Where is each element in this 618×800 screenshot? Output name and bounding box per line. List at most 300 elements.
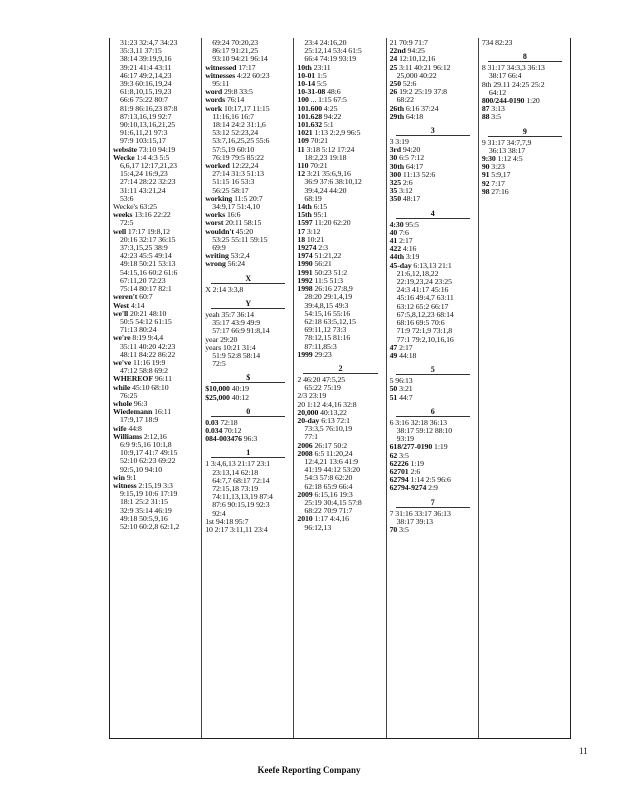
entry-term: 100 <box>297 95 309 105</box>
index-entry <box>205 162 291 195</box>
entry-pages: 2:17 3:11,11 23:4 <box>214 524 268 534</box>
entry-pages: 1:19 <box>410 458 424 468</box>
index-column <box>479 38 570 738</box>
entry-continuation: 97:9 103:15,17 <box>120 136 166 146</box>
entry-term: website <box>113 144 137 154</box>
entry-term: 40 <box>389 227 398 237</box>
entry-pages: 63:25 <box>139 202 157 212</box>
entry-pages: 3:21 <box>399 384 413 394</box>
index-entry <box>205 526 291 534</box>
index-entry <box>390 419 476 444</box>
entry-continuation: 63:12 65:2 66:17 <box>396 301 449 311</box>
index-entry <box>113 384 199 400</box>
entry-term: 8 <box>481 63 486 73</box>
entry-continuation: 52:10 60:2,8 62:1,2 <box>120 521 180 531</box>
entry-continuation: 54:15,16 60:2 61:6 <box>120 267 178 277</box>
entry-continuation: 87:13,16,19 92:7 <box>120 111 172 121</box>
entry-term: 91 <box>481 170 490 180</box>
entry-term: 7 <box>389 508 394 518</box>
entry-pages: 70:9 71:7 <box>399 38 428 47</box>
index-entry <box>113 408 199 424</box>
entry-term: words <box>205 95 226 105</box>
entry-continuation: 96:12,13 <box>304 522 332 532</box>
entry-pages: 44:7 <box>399 392 413 402</box>
entry-term: 3 <box>389 137 394 147</box>
entry-term: worked <box>205 161 230 171</box>
entry-term: 62701 <box>389 466 409 476</box>
entry-pages: 40:12 <box>231 392 249 402</box>
entry-continuation: 57:5,19 60:10 <box>212 144 255 154</box>
entry-term: Wecke <box>113 152 135 162</box>
entry-continuation: 68:22 70:9 71:7 <box>304 506 353 516</box>
entry-continuation: 25,000 40:22 <box>396 70 437 80</box>
entry-term: 25 <box>389 62 398 72</box>
entry-pages: 1:19 <box>434 442 448 452</box>
index-entry <box>205 460 291 517</box>
entry-continuation: 76:19 79:5 85:22 <box>212 152 264 162</box>
entry-continuation: 49:18 50:5,9,16 <box>120 513 168 523</box>
entry-pages: 3:5 <box>491 112 501 122</box>
entry-pages: 11:16 19:9 <box>132 357 166 367</box>
entry-term: years <box>205 342 222 352</box>
entry-pages: 3:19 <box>395 137 409 147</box>
entry-term: 90 <box>481 162 490 172</box>
entry-continuation: 64:7,7 68:17 72:14 <box>212 475 270 485</box>
entry-term: 2008 <box>297 448 313 458</box>
entry-pages: 20:21 48:10 <box>129 308 167 318</box>
entry-pages: 2:15,19 3:3 <box>138 480 173 490</box>
entry-continuation: 20:16 32:17 36:15 <box>120 234 176 244</box>
entry-term: word <box>205 87 223 97</box>
index-entry <box>297 146 383 162</box>
entry-continuation: 74:11,13,13,19 87:4 <box>212 492 273 502</box>
entry-pages: 48:17 <box>402 194 421 204</box>
entry-pages: 70:21 <box>310 161 328 171</box>
entry-pages: 16:6 <box>226 210 241 220</box>
entry-term: 101.600 <box>297 103 323 113</box>
entry-pages: 1:4 4:3 5:5 <box>136 152 170 162</box>
entry-pages: 23:19 <box>308 391 327 401</box>
entry-term: 109 <box>297 136 309 146</box>
entry-pages: 1:20 <box>526 96 540 106</box>
entry-pages: 3:12 <box>306 226 321 236</box>
entry-pages: 70:21 <box>310 136 328 146</box>
entry-term: Wecke's <box>113 202 138 212</box>
entry-term: 10-14 <box>297 79 316 89</box>
entry-pages: 2:6 <box>410 466 421 476</box>
entry-continuation: 86:17 91:21,25 <box>212 46 259 56</box>
entry-term: 87 <box>481 104 490 114</box>
entry-term: work <box>205 103 223 113</box>
entry-term: while <box>113 382 131 392</box>
entry-pages: 1:13 2:2,9 96:5 <box>314 128 361 138</box>
entry-term: 15th <box>297 210 312 220</box>
entry-term: wrong <box>205 259 226 269</box>
entry-term: 1597 <box>297 218 313 228</box>
entry-pages: 4:25 <box>323 103 338 113</box>
entry-continuation: 66:4 74:19 93:19 <box>304 54 357 64</box>
index-entry <box>205 394 291 402</box>
index-entry <box>390 510 476 526</box>
entry-continuation: 66:6 75:22 80:7 <box>120 95 168 105</box>
section-header: 9 <box>488 125 562 137</box>
entry-continuation: 48:11 84:22 86:22 <box>120 349 176 359</box>
entry-pages: 96:3 <box>243 434 258 444</box>
entry-pages: 51:21,22 <box>314 251 342 261</box>
index-entry <box>205 72 291 88</box>
entry-pages: 7:17 <box>491 178 505 188</box>
entry-term: 300 <box>389 169 402 179</box>
entry-term: 62794 <box>389 475 409 485</box>
entry-pages: 6:15,16 19:3 <box>314 489 353 499</box>
entry-continuation: 75:14 80:17 82:1 <box>120 284 172 294</box>
entry-continuation: 57:17 66:9 91:8,14 <box>212 326 270 336</box>
entry-term: 20 <box>297 399 306 409</box>
entry-term: 4:30 <box>389 219 404 229</box>
entry-pages: 94:22 <box>323 111 342 121</box>
entry-pages: 11:5 20:7 <box>234 193 263 203</box>
entry-continuation: 92:4 <box>212 508 226 518</box>
entry-pages: 29:20 <box>220 334 238 344</box>
entry-term: weren't <box>113 292 138 302</box>
entry-term: 2/3 <box>297 391 308 401</box>
entry-continuation: 28:20 29:1,4,19 <box>304 292 353 302</box>
entry-term: 20,000 <box>297 407 319 417</box>
entry-term: 325 <box>389 178 402 188</box>
entry-continuation: 62:18 65:9 66:4 <box>304 481 353 491</box>
entry-continuation: 39:4,24 44:20 <box>304 185 347 195</box>
entry-term: 20-day <box>297 415 320 425</box>
entry-pages: 3:12 <box>399 186 413 196</box>
entry-continuation: 72:5 <box>120 218 134 228</box>
entry-pages: 17:17 19:8,12 <box>127 226 170 236</box>
entry-continuation: 31:11 43:21,24 <box>120 185 166 195</box>
entry-term: 1st <box>205 516 215 526</box>
section-header: X <box>211 272 285 284</box>
entry-term: 21 <box>389 38 398 47</box>
entry-pages: 64:17 <box>405 161 424 171</box>
entry-continuation: 35:17 43:9 49:9 <box>212 318 261 328</box>
entry-term: we've <box>113 357 132 367</box>
entry-term: 084-003476 <box>205 434 242 444</box>
entry-pages: 3:16 32:18 36:13 <box>395 417 447 427</box>
entry-pages: 4:22 60:23 <box>236 70 270 80</box>
entry-pages: 1:17 4:4,16 <box>314 514 349 524</box>
section-header: 6 <box>396 405 470 417</box>
entry-term: 2009 <box>297 489 313 499</box>
entry-continuation: 95:11 <box>212 79 230 89</box>
entry-term: whole <box>113 398 132 408</box>
entry-pages: 73:10 94:19 <box>138 144 176 154</box>
index-column <box>387 38 479 738</box>
entry-continuation: 36:13 38:17 <box>488 145 526 155</box>
entry-continuation: 67:5,8,12,23 68:14 <box>396 309 454 319</box>
entry-pages: 1:5 <box>316 70 327 80</box>
entry-term: 30th <box>389 161 404 171</box>
index-entry <box>482 39 568 47</box>
entry-pages: 2:12,16 <box>143 431 167 441</box>
entry-continuation: 38:17 59:12 88:10 <box>396 425 453 435</box>
index-entry <box>205 195 291 211</box>
entry-continuation: 77:1 79:2,10,16,16 <box>396 334 454 344</box>
entry-term: weeks <box>113 210 133 220</box>
entry-continuation: 18:2,23 19:18 <box>304 152 347 162</box>
entry-continuation: 51:15 16 53:3 <box>212 177 255 187</box>
entry-pages: 53:2,4 <box>230 251 250 261</box>
entry-pages: 12:10,12,16 <box>399 54 436 64</box>
entry-continuation: 11:16,16 16:7 <box>212 111 254 121</box>
entry-term: 30 <box>389 153 398 163</box>
entry-term: 51 <box>389 392 398 402</box>
entry-term: yeah <box>205 309 220 319</box>
entry-term: 29th <box>389 111 404 121</box>
entry-continuation: 35:11 40:20 42:23 <box>120 341 176 351</box>
entry-pages: 40:13,22 <box>320 407 347 417</box>
entry-pages: 23:11 <box>313 62 331 72</box>
index-column <box>110 38 202 738</box>
entry-term: 70 <box>389 524 398 534</box>
entry-continuation: 65:22 75:19 <box>304 383 341 393</box>
entry-term: writing <box>205 251 229 261</box>
entry-continuation: 46:17 49:2,14,23 <box>120 70 172 80</box>
entry-pages: 96:13 <box>395 376 413 386</box>
entry-pages: 3:5 <box>399 524 409 534</box>
entry-pages: 3:21 35:6,9,16 <box>306 169 351 179</box>
entry-pages: 11:13 52:6 <box>402 169 436 179</box>
entry-continuation: 54:3 57:8 62:20 <box>304 473 353 483</box>
entry-pages: 5:9,17 <box>491 170 511 180</box>
entry-term: Wiedemann <box>113 407 153 417</box>
entry-pages: 70:12 <box>224 425 242 435</box>
section-header: Y <box>211 297 285 309</box>
entry-term: 1999 <box>297 349 313 359</box>
index-entry <box>482 188 568 196</box>
entry-pages: 3:5 <box>399 450 409 460</box>
entry-continuation: 25:19 30:4,15 57:8 <box>304 497 362 507</box>
section-header: 3 <box>396 124 470 136</box>
index-entry <box>297 417 383 442</box>
entry-continuation: 71:13 80:24 <box>120 325 157 335</box>
entry-continuation: 39:4,8,15 49:3 <box>304 300 349 310</box>
entry-pages: 29:23 <box>314 349 332 359</box>
index-entry <box>297 351 383 359</box>
index-entry <box>390 394 476 402</box>
entry-continuation: 39:21 41:4 43:11 <box>120 62 172 72</box>
entry-pages: 17:17 <box>238 62 256 72</box>
entry-term: 19274 <box>297 243 317 253</box>
index-entry <box>297 515 383 531</box>
entry-continuation: 37:3,15,25 38:9 <box>120 243 168 253</box>
entry-term: 50 <box>389 384 398 394</box>
entry-pages: 50:23 51:2 <box>314 267 348 277</box>
entry-term: 734 <box>481 38 494 47</box>
entry-term: 1021 <box>297 128 313 138</box>
entry-term: 45-day <box>389 260 412 270</box>
entry-term: 62 <box>389 450 398 460</box>
entry-pages: 2:6 <box>402 178 413 188</box>
entry-continuation: 78:12,15 81:16 <box>304 333 351 343</box>
index-entry <box>205 228 291 253</box>
index-entry <box>482 81 568 97</box>
index-entry <box>482 139 568 155</box>
index-entry <box>390 195 476 203</box>
entry-pages: 27:16 <box>491 186 509 196</box>
entry-continuation: 93:19 <box>396 434 414 444</box>
entry-pages: 46:20 47:5,25 <box>303 374 346 384</box>
entry-continuation: 38:17 66:4 <box>488 71 522 81</box>
section-header: 8 <box>488 50 562 62</box>
section-header: 2 <box>303 362 377 374</box>
entry-term: 88 <box>481 112 490 122</box>
entry-term: 10 <box>205 524 213 534</box>
entry-term: we'll <box>113 308 129 318</box>
entry-continuation: 27:14 31:3 51:13 <box>212 169 264 179</box>
entry-pages: 56:24 <box>227 259 245 269</box>
entry-pages: 3:13 <box>491 104 505 114</box>
entry-continuation: 38:17 39:13 <box>396 516 433 526</box>
entry-pages: 3:19 <box>405 252 420 262</box>
entry-term: we're <box>113 333 131 343</box>
section-header: 5 <box>396 363 470 375</box>
entry-continuation: 9:15,19 10:6 17:19 <box>120 489 178 499</box>
entry-term: 101.632 <box>297 120 323 130</box>
entry-pages: 2:9 <box>428 483 438 493</box>
entry-continuation: 10:9,17 41:7 49:15 <box>120 448 178 458</box>
section-header: 0 <box>211 405 285 417</box>
entry-term: year <box>205 334 219 344</box>
entry-pages: 20:11 58:15 <box>225 218 262 228</box>
entry-term: 9:30 <box>481 154 496 164</box>
entry-pages: 6:13 72:1 <box>321 415 350 425</box>
entry-pages: 10:17,17 11:15 <box>224 103 270 113</box>
entry-pages: 3:11 40:21 96:12 <box>399 62 451 72</box>
entry-continuation: 31:23 32:4,7 34:23 <box>120 38 178 47</box>
entry-pages: 72:18 <box>220 417 238 427</box>
entry-term: 26 <box>389 87 398 97</box>
entry-term: 2 <box>297 374 302 384</box>
page-number: 11 <box>579 746 588 756</box>
index-entry <box>113 359 199 375</box>
entry-term: 110 <box>297 161 309 171</box>
entry-pages: 2:17 <box>399 236 413 246</box>
entry-pages: 10:21 <box>306 234 325 244</box>
entry-continuation: 41:19 44:12 53:20 <box>304 465 360 475</box>
index-entry <box>113 39 199 146</box>
index-entry <box>205 286 291 294</box>
entry-continuation: 90:10,13,16,21,25 <box>120 120 176 130</box>
entry-term: 800/244-0190 <box>481 96 525 106</box>
entry-pages: 95:1 <box>313 210 328 220</box>
entry-continuation: 45:16 49:4,7 63:11 <box>396 293 454 303</box>
entry-pages: 1:14 2:5 96:6 <box>410 475 451 485</box>
entry-term: 92 <box>481 178 490 188</box>
entry-pages: 2:14 3:3,8 <box>212 284 244 294</box>
index-entry <box>113 334 199 359</box>
entry-pages: 45:20 <box>235 226 253 236</box>
entry-term: 101.628 <box>297 111 323 121</box>
entry-pages: 94:20 <box>402 145 421 155</box>
entry-pages: 48:6 <box>327 87 341 97</box>
entry-pages: 3:18 5:12 17:24 <box>306 144 355 154</box>
entry-continuation: 92:5,10 94:10 <box>120 464 163 474</box>
index-entry <box>113 211 199 227</box>
entry-pages: 16:11 <box>154 407 172 417</box>
index-entry <box>297 170 383 203</box>
entry-pages: 40:19 <box>231 384 249 394</box>
entry-pages: 7:6 <box>399 227 409 237</box>
entry-term: works <box>205 210 226 220</box>
entry-pages: 29.11 24:25 25:2 <box>493 79 545 89</box>
index-entry <box>482 64 568 80</box>
entry-term: 62226 <box>389 458 409 468</box>
entry-pages: 76:14 <box>226 95 245 105</box>
entry-continuation: 76:25 <box>120 390 138 400</box>
entry-term: 14th <box>297 202 312 212</box>
entry-continuation: 53:6 <box>120 193 134 203</box>
entry-term: 350 <box>389 194 402 204</box>
entry-term: working <box>205 193 233 203</box>
entry-term: 422 <box>389 244 402 254</box>
entry-term: 0.034 <box>205 425 223 435</box>
entry-pages: 6:5 7:12 <box>399 153 425 163</box>
index-column <box>294 38 386 738</box>
index-entry <box>113 433 199 474</box>
entry-continuation: 67:11,20 72:23 <box>120 275 166 285</box>
entry-term: witnesses <box>205 70 236 80</box>
entry-continuation: 54:15,16 55:16 <box>304 308 351 318</box>
entry-term: 22nd <box>389 46 406 56</box>
entry-term: 1991 <box>297 267 313 277</box>
index-entry <box>113 228 199 294</box>
index-entry <box>390 262 476 344</box>
entry-continuation: 23:4 24:16,20 <box>304 38 347 47</box>
entry-continuation: 47:12 58:8 69:2 <box>120 366 168 376</box>
index-entry <box>390 88 476 104</box>
entry-term: 8th <box>481 79 492 89</box>
entry-continuation: 93:10 94:21 96:14 <box>212 54 268 64</box>
entry-term: 10th <box>297 62 312 72</box>
entry-term: 11 <box>297 144 305 154</box>
entry-term: 2006 <box>297 440 313 450</box>
entry-pages: 6:5 11:20,24 <box>314 448 353 458</box>
entry-term: well <box>113 226 127 236</box>
entry-continuation: 69:24 70:20,23 <box>212 38 259 47</box>
entry-continuation: 21:6,12,18,22 <box>396 268 439 278</box>
entry-term: 41 <box>389 236 398 246</box>
entry-continuation: 69:11,12 73:3 <box>304 325 347 335</box>
entry-continuation: 6,6,17 12:17,21,23 <box>120 161 177 171</box>
entry-continuation: 64:12 <box>488 87 507 97</box>
entry-pages: 2:17 <box>399 342 413 352</box>
entry-term: 1990 <box>297 259 313 269</box>
entry-pages: 19:2 25:19 37:8 <box>399 87 447 97</box>
entry-continuation: 77:1 <box>304 432 318 442</box>
index-grid <box>109 38 571 739</box>
index-entry <box>297 39 383 64</box>
entry-term: 3rd <box>389 145 402 155</box>
entry-pages: 13:16 22:22 <box>134 210 171 220</box>
entry-pages: 96:11 <box>154 374 172 384</box>
entry-continuation: 87:6 90:15,19 92:3 <box>212 500 270 510</box>
entry-term: wouldn't <box>205 226 234 236</box>
entry-pages: 52:6 <box>402 79 417 89</box>
entry-continuation: 6:9 9:5,16 10:1,8 <box>120 439 172 449</box>
entry-pages: 96:3 <box>133 398 148 408</box>
entry-pages: 56:21 <box>314 259 332 269</box>
entry-continuation: 32:9 35:14 46:19 <box>120 505 172 515</box>
entry-pages: 29:8 33:5 <box>224 87 253 97</box>
entry-pages: 44:18 <box>399 350 417 360</box>
